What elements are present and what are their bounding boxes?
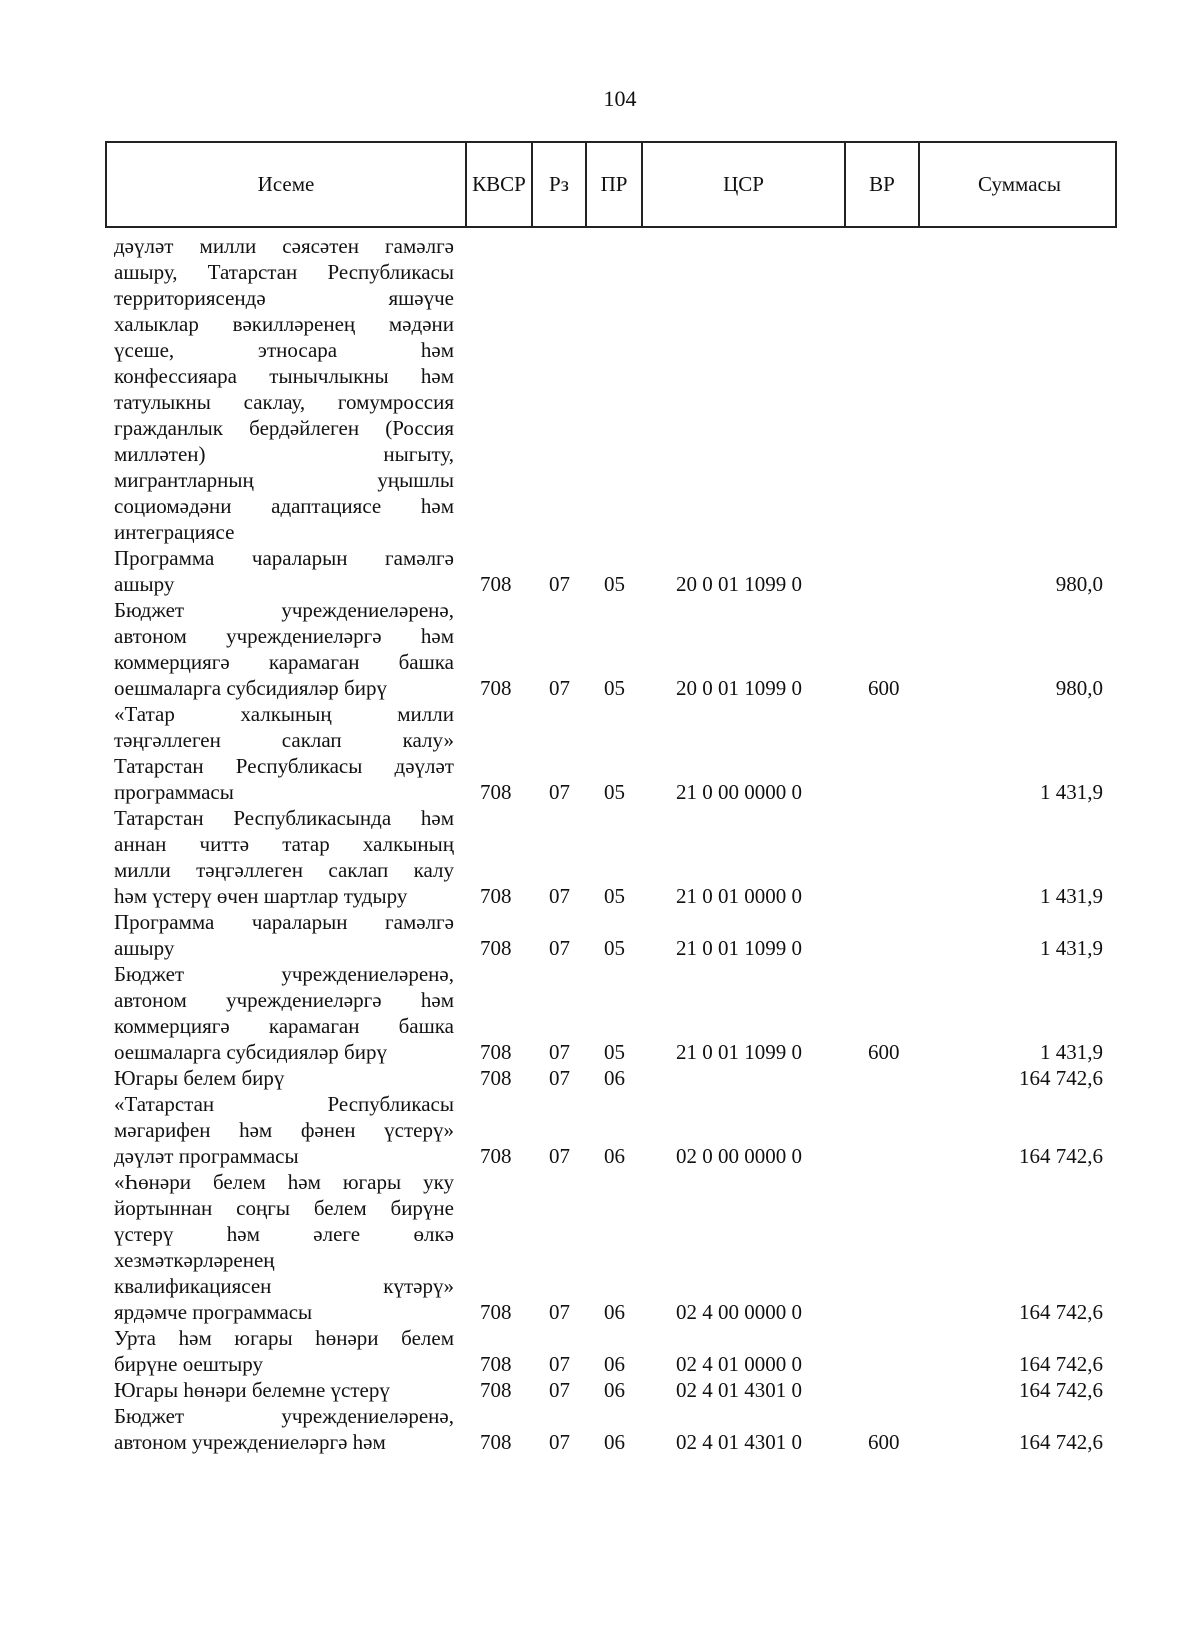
cell-pr: 05 bbox=[604, 884, 625, 908]
table-row bbox=[0, 701, 1200, 805]
cell-rz: 07 bbox=[549, 1352, 570, 1376]
row-name-line: Югары белем бирү bbox=[114, 1066, 285, 1090]
row-name-line: Бюджет учреждениеләренә, bbox=[114, 1404, 454, 1428]
cell-pr: 05 bbox=[604, 780, 625, 804]
row-name-line: интеграциясе bbox=[114, 520, 235, 544]
header-pr: ПР bbox=[585, 143, 641, 226]
row-name-line: Югары һөнәри белемне үстерү bbox=[114, 1378, 390, 1402]
row-name-line: автоном учреждениеләргә һәм bbox=[114, 624, 454, 648]
row-name-line: Татарстан Республикасы дәүләт bbox=[114, 754, 454, 778]
row-name-line: үстерү һәм әлеге өлкә bbox=[114, 1222, 454, 1246]
cell-pr: 05 bbox=[604, 936, 625, 960]
row-name-line: татулыкны саклау, гомумроссия bbox=[114, 390, 454, 414]
row-name-line: программасы bbox=[114, 780, 234, 804]
cell-pr: 06 bbox=[604, 1066, 625, 1090]
cell-kvsr: 708 bbox=[480, 780, 512, 804]
cell-sum: 164 742,6 bbox=[1019, 1144, 1103, 1168]
table-row bbox=[0, 1403, 1200, 1455]
row-name-line: территориясендә яшәүче bbox=[114, 286, 454, 310]
row-name bbox=[114, 1325, 454, 1377]
row-name-line: һәм үстерү өчен шартлар тудыру bbox=[114, 884, 408, 908]
row-name-line: оешмаларга субсидияләр бирү bbox=[114, 676, 387, 700]
cell-rz: 07 bbox=[549, 1040, 570, 1064]
cell-rz: 07 bbox=[549, 936, 570, 960]
row-name bbox=[114, 1169, 454, 1325]
cell-sum: 1 431,9 bbox=[1040, 936, 1103, 960]
row-name-line: бирүне оештыру bbox=[114, 1352, 263, 1376]
cell-kvsr: 708 bbox=[480, 1144, 512, 1168]
cell-pr: 06 bbox=[604, 1300, 625, 1324]
row-name-line: йортыннан соңгы белем бирүне bbox=[114, 1196, 454, 1220]
cell-kvsr: 708 bbox=[480, 1066, 512, 1090]
cell-rz: 07 bbox=[549, 884, 570, 908]
row-name-line: аннан читтә татар халкының bbox=[114, 832, 454, 856]
row-name-line: Программа чараларын гамәлгә bbox=[114, 546, 454, 570]
row-name-line: милли тәңгәллеген саклап калу bbox=[114, 858, 454, 882]
row-name bbox=[114, 701, 454, 805]
cell-kvsr: 708 bbox=[480, 936, 512, 960]
row-name bbox=[114, 233, 454, 545]
row-name bbox=[114, 805, 454, 909]
row-name-line: конфессияара тынычлыкны һәм bbox=[114, 364, 454, 388]
cell-sum: 164 742,6 bbox=[1019, 1378, 1103, 1402]
cell-kvsr: 708 bbox=[480, 572, 512, 596]
row-name-line: Татарстан Республикасында һәм bbox=[114, 806, 454, 830]
cell-vr: 600 bbox=[868, 1040, 900, 1064]
header-kvsr: КВСР bbox=[465, 143, 531, 226]
row-name-line: милләтен) ныгыту, bbox=[114, 442, 454, 466]
row-name-line: коммерциягә карамаган башка bbox=[114, 1014, 454, 1038]
cell-pr: 05 bbox=[604, 1040, 625, 1064]
row-name-line: квалификациясен күтәрү» bbox=[114, 1274, 454, 1298]
row-name-line: дәүләт программасы bbox=[114, 1144, 299, 1168]
cell-sum: 164 742,6 bbox=[1019, 1352, 1103, 1376]
row-name-line: халыклар вәкилләренең мәдәни bbox=[114, 312, 454, 336]
cell-rz: 07 bbox=[549, 780, 570, 804]
row-name-line: ярдәмче программасы bbox=[114, 1300, 313, 1324]
row-name-line: «Татар халкының милли bbox=[114, 702, 454, 726]
row-name-line: ашыру bbox=[114, 936, 175, 960]
row-name-line: автоном учреждениеләргә һәм bbox=[114, 988, 454, 1012]
cell-kvsr: 708 bbox=[480, 1352, 512, 1376]
cell-csr: 02 0 00 0000 0 bbox=[676, 1144, 802, 1168]
row-name-line: социомәдәни адаптациясе һәм bbox=[114, 494, 454, 518]
row-name-line: мәгарифен һәм фәнен үстерү» bbox=[114, 1118, 454, 1142]
cell-pr: 05 bbox=[604, 676, 625, 700]
cell-kvsr: 708 bbox=[480, 676, 512, 700]
row-name-line: Урта һәм югары һөнәри белем bbox=[114, 1326, 454, 1350]
row-name-line: ашыру, Татарстан Республикасы bbox=[114, 260, 454, 284]
cell-csr: 02 4 00 0000 0 bbox=[676, 1300, 802, 1324]
cell-csr: 20 0 01 1099 0 bbox=[676, 676, 802, 700]
row-name bbox=[114, 961, 454, 1065]
cell-kvsr: 708 bbox=[480, 1378, 512, 1402]
header-name: Исеме bbox=[257, 172, 315, 196]
cell-csr: 21 0 01 1099 0 bbox=[676, 1040, 802, 1064]
cell-kvsr: 708 bbox=[480, 1430, 512, 1454]
cell-pr: 06 bbox=[604, 1430, 625, 1454]
row-name-line: үсеше, этносара һәм bbox=[114, 338, 454, 362]
cell-kvsr: 708 bbox=[480, 1040, 512, 1064]
row-name bbox=[114, 1091, 454, 1169]
row-name-line: «Һөнәри белем һәм югары уку bbox=[114, 1170, 454, 1194]
cell-csr: 20 0 01 1099 0 bbox=[676, 572, 802, 596]
cell-rz: 07 bbox=[549, 1300, 570, 1324]
table-row bbox=[0, 909, 1200, 961]
cell-rz: 07 bbox=[549, 572, 570, 596]
cell-rz: 07 bbox=[549, 1066, 570, 1090]
cell-csr: 02 4 01 0000 0 bbox=[676, 1352, 802, 1376]
row-name bbox=[114, 545, 454, 597]
header-rz: Рз bbox=[531, 143, 585, 226]
row-name-line: автоном учреждениеләргә һәм bbox=[114, 1430, 386, 1454]
cell-sum: 164 742,6 bbox=[1019, 1430, 1103, 1454]
row-name-line: тәңгәллеген саклап калу» bbox=[114, 728, 454, 752]
cell-vr: 600 bbox=[868, 1430, 900, 1454]
table-row bbox=[0, 545, 1200, 597]
cell-sum: 1 431,9 bbox=[1040, 1040, 1103, 1064]
cell-rz: 07 bbox=[549, 1144, 570, 1168]
header-vr: ВР bbox=[844, 143, 918, 226]
row-name-line: «Татарстан Республикасы bbox=[114, 1092, 454, 1116]
cell-pr: 05 bbox=[604, 572, 625, 596]
cell-csr: 21 0 01 0000 0 bbox=[676, 884, 802, 908]
row-name bbox=[114, 1403, 454, 1455]
row-name bbox=[114, 909, 454, 961]
cell-sum: 164 742,6 bbox=[1019, 1066, 1103, 1090]
row-name-line: гражданлык бердәйлеген (Россия bbox=[114, 416, 454, 440]
table-row bbox=[0, 233, 1200, 545]
row-name-line: хезмәткәрләренең bbox=[114, 1248, 275, 1272]
page-number: 104 bbox=[603, 86, 637, 111]
cell-sum: 1 431,9 bbox=[1040, 780, 1103, 804]
row-name-line: дәүләт милли сәясәтен гамәлгә bbox=[114, 234, 454, 258]
cell-rz: 07 bbox=[549, 1378, 570, 1402]
header-csr: ЦСР bbox=[641, 143, 844, 226]
cell-sum: 980,0 bbox=[1055, 572, 1103, 596]
cell-pr: 06 bbox=[604, 1144, 625, 1168]
row-name-line: Программа чараларын гамәлгә bbox=[114, 910, 454, 934]
cell-rz: 07 bbox=[549, 676, 570, 700]
cell-csr: 21 0 00 0000 0 bbox=[676, 780, 802, 804]
cell-sum: 164 742,6 bbox=[1019, 1300, 1103, 1324]
row-name bbox=[114, 1377, 454, 1403]
table-row bbox=[0, 1091, 1200, 1169]
table-row bbox=[0, 961, 1200, 1065]
header-sum: Суммасы bbox=[918, 143, 1119, 226]
row-name-line: мигрантларның уңышлы bbox=[114, 468, 454, 492]
table-row bbox=[0, 1065, 1200, 1091]
row-name-line: Бюджет учреждениеләренә, bbox=[114, 962, 454, 986]
table-row bbox=[0, 1325, 1200, 1377]
cell-pr: 06 bbox=[604, 1352, 625, 1376]
cell-kvsr: 708 bbox=[480, 884, 512, 908]
cell-csr: 02 4 01 4301 0 bbox=[676, 1430, 802, 1454]
cell-kvsr: 708 bbox=[480, 1300, 512, 1324]
table-row bbox=[0, 1169, 1200, 1325]
row-name bbox=[114, 597, 454, 701]
table-row bbox=[0, 1377, 1200, 1403]
cell-csr: 21 0 01 1099 0 bbox=[676, 936, 802, 960]
table-row bbox=[0, 597, 1200, 701]
row-name-line: коммерциягә карамаган башка bbox=[114, 650, 454, 674]
row-name-line: оешмаларга субсидияләр бирү bbox=[114, 1040, 387, 1064]
cell-sum: 980,0 bbox=[1055, 676, 1103, 700]
row-name-line: Бюджет учреждениеләренә, bbox=[114, 598, 454, 622]
table-row bbox=[0, 805, 1200, 909]
cell-sum: 1 431,9 bbox=[1040, 884, 1103, 908]
cell-rz: 07 bbox=[549, 1430, 570, 1454]
cell-csr: 02 4 01 4301 0 bbox=[676, 1378, 802, 1402]
cell-pr: 06 bbox=[604, 1378, 625, 1402]
cell-vr: 600 bbox=[868, 676, 900, 700]
row-name-line: ашыру bbox=[114, 572, 175, 596]
row-name bbox=[114, 1065, 454, 1091]
